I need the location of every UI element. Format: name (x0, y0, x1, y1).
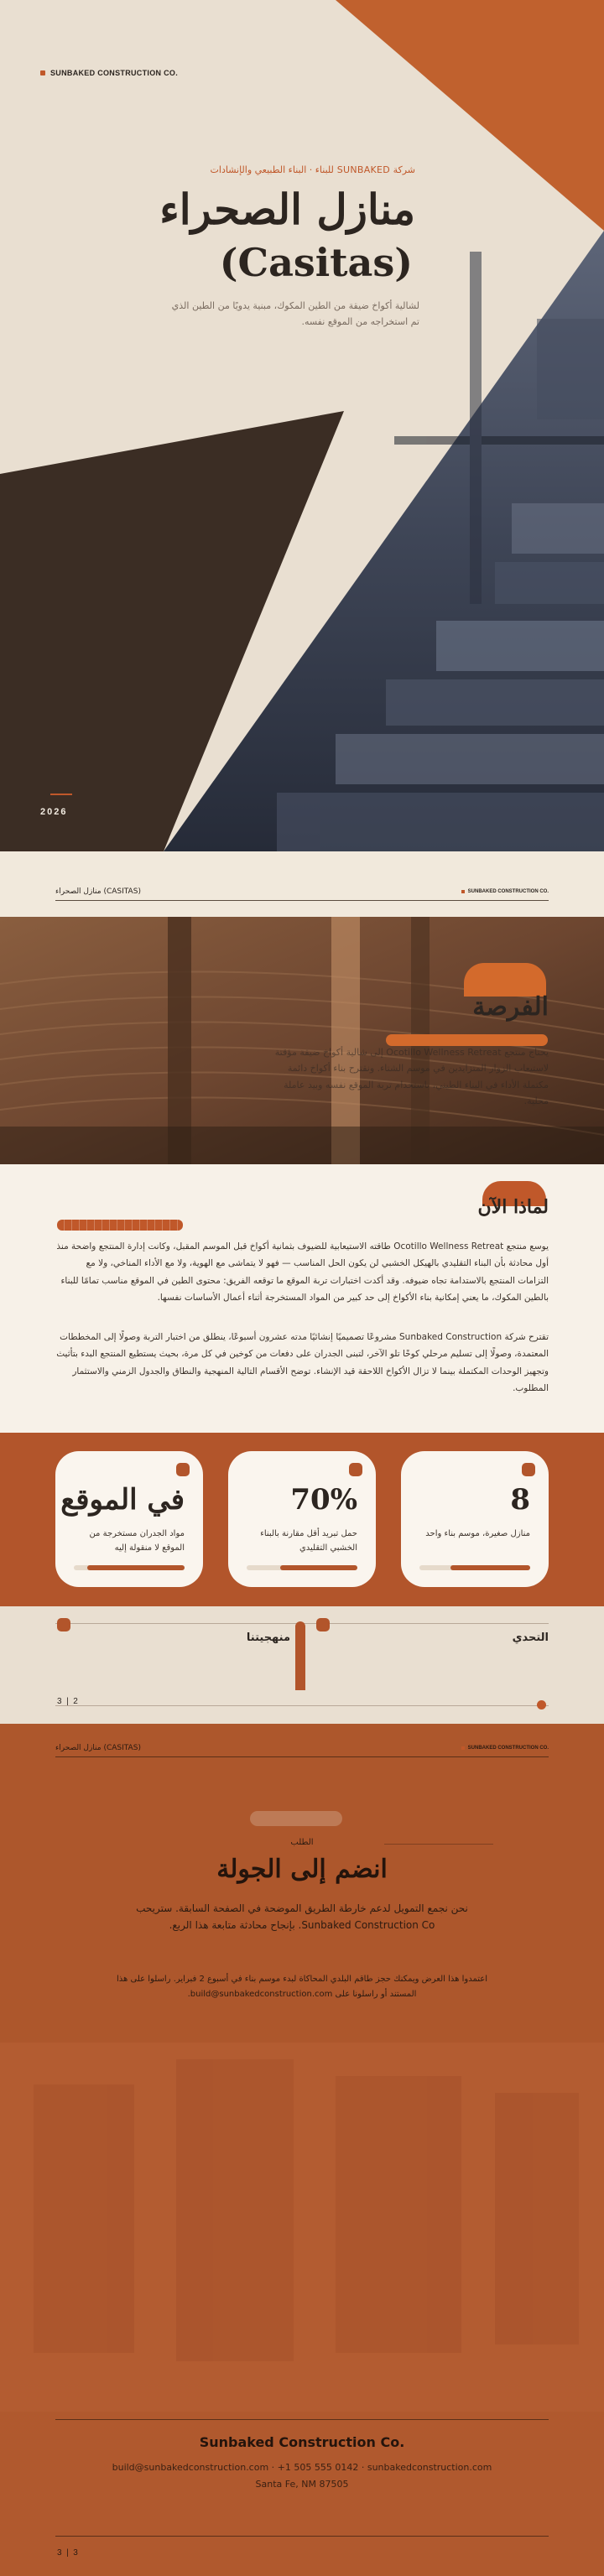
approach-title: منهجيتنا (246, 1631, 290, 1644)
ghost-pill (250, 1811, 342, 1826)
stat-corner-icon (522, 1463, 535, 1476)
cta-title: انضم إلى الجولة (216, 1855, 388, 1884)
cta-intro: نحن نجمع التمويل لدعم خارطة الطريق الموضحة في الصفحة السابقة. ستريحب Sunbaked Construction Co. بإنجاح محادثة متابعة هذا الربع. (136, 1902, 468, 1932)
stat-label: منازل صغيرة، موسم بناء واحد (425, 1529, 530, 1538)
opportunity-section (0, 917, 604, 1164)
stat-progress-track (419, 1565, 530, 1570)
stat-label: مواد الجدران مستخرجة من الموقع لا منقولة إليه (89, 1529, 185, 1553)
company-name: SUNBAKED CONSTRUCTION CO. (50, 69, 179, 77)
footer-dot-icon (537, 1700, 546, 1710)
why-now-bar (57, 1220, 183, 1231)
year-rule (50, 794, 72, 795)
stats-section (0, 1433, 604, 1606)
footer-address: Santa Fe, NM 87505 (255, 2479, 349, 2490)
footer-rule-bottom (55, 2536, 549, 2537)
approach-marker-icon (316, 1618, 330, 1631)
stat-progress-track (247, 1565, 357, 1570)
stat-progress-fill (280, 1565, 357, 1570)
stat-progress-fill (450, 1565, 530, 1570)
cover-title-english: (Casitas) (219, 240, 413, 285)
page-header (55, 882, 549, 901)
approach-pillar (295, 1621, 305, 1690)
stat-card-onsite (55, 1451, 203, 1587)
cta-note: اعتمدوا هذا العرض ويمكنك حجز طاقم البلدي المحاكاة لبدء موسم بناء في أسبوع 2 فبراير. راسلوا على هذا المستند أو راسلونا على build@sunbakedconstruction.com. (117, 1975, 487, 1999)
header-brand-label: SUNBAKED CONSTRUCTION CO. (467, 1745, 549, 1751)
footer-contact: build@sunbakedconstruction.com · +1 505 555 0142 · sunbakedconstruction.com (112, 2462, 492, 2473)
stat-value: 8 (510, 1483, 530, 1517)
cover-kicker: شركة SUNBAKED للبناء · البناء الطبيعي والإنشادات (210, 164, 415, 175)
challenge-marker-icon (57, 1618, 70, 1631)
stat-card-cooling (228, 1451, 376, 1587)
stat-label: حمل تبريد أقل مقارنة بالبناء الخشبي التقليدي (260, 1529, 357, 1553)
opportunity-tab (464, 963, 546, 997)
page-number: 3 | 2 (57, 1697, 78, 1706)
opportunity-text: يحتاج منتجع Ocotillo Wellness Retreat إلى شالية أكواخ ضيقة مؤقتة لاستيعاب الزوار المتزايدين في موسم الشتاء. ونقترح بناء أكواخ دائمة مكتملة الأداء في البناء الطيني، باستخدام تربة الموقع نفسه وبيد عاملة محلية. (274, 1047, 549, 1106)
stat-value: في الموقع (60, 1483, 185, 1517)
header-brand (461, 1746, 549, 1751)
header-brand-label: SUNBAKED CONSTRUCTION CO. (467, 888, 549, 894)
stat-card-homes (401, 1451, 549, 1587)
ask-label: الطلب (290, 1838, 314, 1847)
cover-year: 2026 (40, 807, 68, 817)
page-number-current: 2 (73, 1697, 78, 1706)
challenge-title: التحدي (512, 1631, 549, 1644)
page-header (55, 1739, 549, 1757)
header-doc-title: (CASITAS) منازل الصحراء (55, 1743, 141, 1752)
stat-corner-icon (176, 1463, 190, 1476)
company-logo (40, 69, 178, 77)
page-2 (0, 851, 604, 1724)
cover-page (0, 0, 604, 851)
logo-mark-icon (40, 70, 45, 75)
stat-progress-fill (87, 1565, 185, 1570)
opportunity-title: الفرصة (472, 992, 549, 1022)
page-number: 3 | 3 (57, 2548, 78, 2558)
brand-mark-icon (461, 1746, 465, 1750)
footer-rule-top (55, 2419, 549, 2420)
challenge-section (0, 1606, 604, 1724)
why-now-section (0, 1164, 604, 1433)
cover-title-arabic: منازل الصحراء (159, 185, 415, 234)
why-now-title: لماذا الآن (477, 1196, 549, 1218)
page-number-total: 3 (57, 2548, 62, 2558)
page-number-total: 3 (57, 1697, 62, 1706)
page-3 (0, 1724, 604, 2576)
header-brand (461, 889, 549, 894)
footer-company: Sunbaked Construction Co. (199, 2434, 405, 2450)
footer-rule (55, 1705, 549, 1706)
cover-subtitle: لشالية أكواخ ضيقة من الطين المكوك، مبنية يدويًا من الطين الذي تم استخراجه من الموقع نفسه. (171, 300, 419, 327)
brand-mark-icon (461, 890, 465, 893)
stat-value: 70% (290, 1483, 357, 1517)
page-number-current: 3 (73, 2548, 78, 2558)
stat-corner-icon (349, 1463, 362, 1476)
why-now-paragraph-2: تقترح شركة Sunbaked Construction مشروعًا تصميميًا إنشائيًا مدته عشرون أسبوعًا، ينطلق من اختبار التربة وصولًا إلى المخططات المعتمدة، وصولًا إلى تسليم مرحلي كوخًا تلو الآخر، لتبنى الجدران على دفعات من كوخين في كل مرة، بحيث يستطيع المنتجع البدء بتأثيث وتجهيز الوحدات المكتملة بينما لا تزال الأكواخ اللاحقة قيد الإنشاء. توضح الأقسام التالية المنهجية والنطاق والجدول الزمني والاستثمار المطلوب. (56, 1332, 549, 1394)
stat-progress-track (74, 1565, 185, 1570)
header-doc-title: (CASITAS) منازل الصحراء (55, 887, 141, 896)
why-now-paragraph-1: يوسع منتجع Ocotillo Wellness Retreat طاقته الاستيعابية للضيوف بثمانية أكواخ قبل الموسم المقبل، وكانت إدارة المنتجع واضحة منذ أول محادثة بأن البناء التقليدي بالهيكل الخشبي لن يكون الحل المناسب — فهو لا يتماشى مع الهوية، ولا مع الأداء المناخي، ولا مع التزامات المنتجع بالاستدامة تجاه ضيوفه. وقد أكدت اختبارات تربة الموقع ما توقعه الفريق: محتوى الطين في الموقع مناسب تمامًا للبناء بالطين المكوك، ما يعني إمكانية بناء الأكواخ إلى حد كبير من المواد المستخرجة أثناء أعمال الأساسات نفسها. (56, 1241, 549, 1304)
cover-artwork (0, 0, 604, 851)
